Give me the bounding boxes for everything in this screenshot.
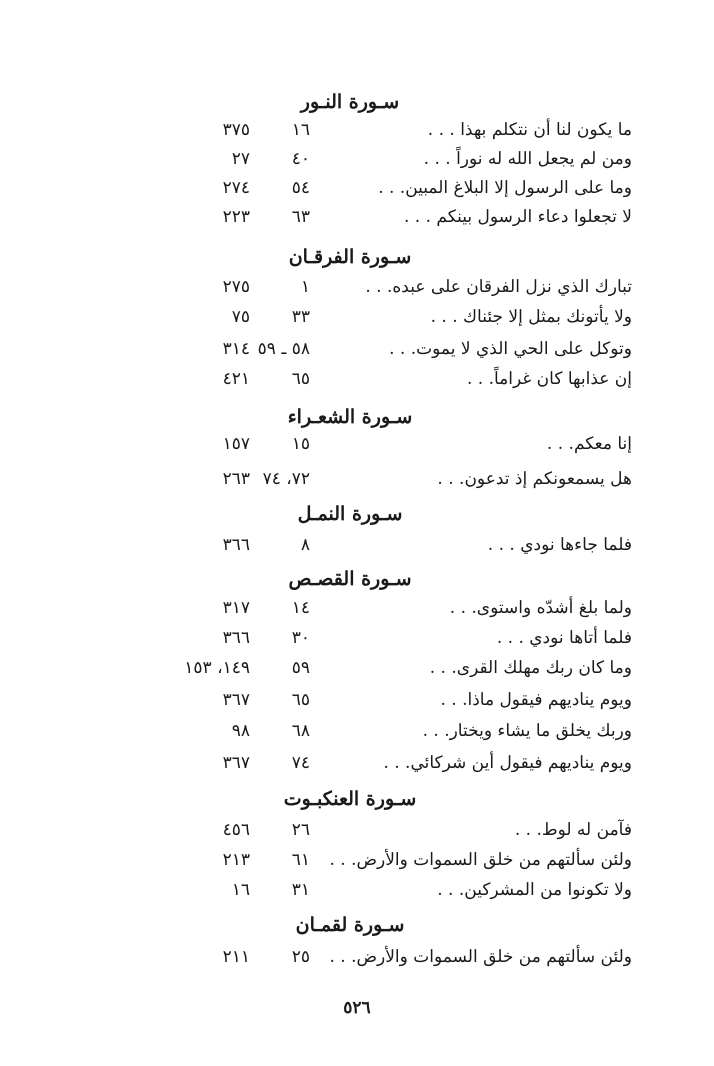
surah-heading: سـورة الفرقـان xyxy=(288,246,412,268)
verse-number: ١٦ xyxy=(291,120,310,140)
verse-excerpt: إن عذابها كان غراماً. . . xyxy=(466,369,632,389)
verse-number: ٣١ xyxy=(291,880,310,900)
surah-heading: سـورة النـور xyxy=(300,91,400,113)
index-row xyxy=(0,203,714,231)
verse-excerpt: وربك يخلق ما يشاء ويختار. . . xyxy=(422,721,632,741)
index-row xyxy=(0,116,714,144)
page-reference: ١٥٧ xyxy=(222,434,250,454)
index-row xyxy=(0,273,714,301)
verse-number: ٥٤ xyxy=(291,178,310,198)
verse-excerpt: لا تجعلوا دعاء الرسول بينكم . . . xyxy=(403,207,632,227)
index-row xyxy=(0,335,714,363)
index-row xyxy=(0,624,714,652)
verse-number: ٥٨ ـ ٥٩ xyxy=(257,339,310,359)
index-row xyxy=(0,943,714,971)
verse-number: ٧٢، ٧٤ xyxy=(262,469,310,489)
verse-excerpt: ولما بلغ أشدّه واستوى. . . xyxy=(449,598,632,618)
verse-number: ٦١ xyxy=(291,850,310,870)
page-reference: ٢٧٥ xyxy=(222,277,250,297)
surah-heading: سـورة النمـل xyxy=(297,503,403,525)
page-reference: ٩٨ xyxy=(231,721,250,741)
verse-number: ١ xyxy=(300,277,310,297)
verse-number: ٢٥ xyxy=(291,947,310,967)
page-reference: ١٤٩، ١٥٣ xyxy=(184,658,250,678)
verse-excerpt: تبارك الذي نزل الفرقان على عبده. . . xyxy=(365,277,632,297)
verse-excerpt: إنا معكم. . . xyxy=(546,434,632,454)
index-row xyxy=(0,876,714,904)
index-row xyxy=(0,303,714,331)
surah-heading: سـورة العنكبـوت xyxy=(283,788,417,810)
verse-excerpt: ومن لم يجعل الله له نوراً . . . xyxy=(423,149,632,169)
verse-excerpt: هل يسمعونكم إذ تدعون. . . xyxy=(437,469,632,489)
verse-number: ٣٠ xyxy=(291,628,310,648)
index-row xyxy=(0,686,714,714)
page-reference: ٣٧٥ xyxy=(222,120,250,140)
verse-number: ٣٣ xyxy=(291,307,310,327)
index-row xyxy=(0,654,714,682)
index-row xyxy=(0,174,714,202)
verse-number: ٢٦ xyxy=(291,820,310,840)
page-reference: ٣٦٦ xyxy=(222,535,250,555)
page-reference: ٤٥٦ xyxy=(222,820,250,840)
surah-heading: سـورة القصـص xyxy=(288,568,412,590)
verse-excerpt: فآمن له لوط. . . xyxy=(514,820,632,840)
page-reference: ٢١١ xyxy=(222,947,250,967)
index-row xyxy=(0,846,714,874)
page-reference: ٣٦٧ xyxy=(222,690,250,710)
verse-number: ٦٣ xyxy=(291,207,310,227)
verse-excerpt: ما يكون لنا أن نتكلم بهذا . . . xyxy=(427,120,632,140)
index-row xyxy=(0,816,714,844)
surah-heading: سـورة لقمـان xyxy=(295,914,405,936)
verse-excerpt: ولا تكونوا من المشركين. . . xyxy=(437,880,632,900)
index-row xyxy=(0,531,714,559)
verse-excerpt: وما كان ربك مهلك القرى. . . xyxy=(429,658,632,678)
verse-excerpt: وما على الرسول إلا البلاغ المبين. . . xyxy=(378,178,632,198)
verse-number: ٤٠ xyxy=(291,149,310,169)
verse-excerpt: ويوم يناديهم فيقول ماذا. . . xyxy=(440,690,632,710)
verse-excerpt: وتوكل على الحي الذي لا يموت. . . xyxy=(389,339,632,359)
index-row xyxy=(0,717,714,745)
verse-number: ١٤ xyxy=(291,598,310,618)
verse-number: ٧٤ xyxy=(291,753,310,773)
verse-excerpt: ولئن سألتهم من خلق السموات والأرض. . . xyxy=(329,850,632,870)
page-reference: ٤٢١ xyxy=(222,369,250,389)
index-row xyxy=(0,465,714,493)
page-reference: ٢٧ xyxy=(231,149,250,169)
page-reference: ٢١٣ xyxy=(222,850,250,870)
verse-number: ٥٩ xyxy=(291,658,310,678)
verse-excerpt: ولا يأتونك بمثل إلا جئناك . . . xyxy=(430,307,632,327)
page-number: ٥٢٦ xyxy=(343,998,371,1018)
verse-excerpt: فلما أتاها نودي . . . xyxy=(496,628,632,648)
page-reference: ٣٦٦ xyxy=(222,628,250,648)
index-row xyxy=(0,145,714,173)
page-reference: ٣١٤ xyxy=(222,339,250,359)
page-reference: ٧٥ xyxy=(231,307,250,327)
index-row xyxy=(0,430,714,458)
verse-number: ٦٥ xyxy=(291,690,310,710)
page-reference: ٢٧٤ xyxy=(222,178,250,198)
index-row xyxy=(0,594,714,622)
verse-excerpt: ويوم يناديهم فيقول أين شركائي. . . xyxy=(383,753,632,773)
page-reference: ٣١٧ xyxy=(222,598,250,618)
verse-excerpt: فلما جاءها نودي . . . xyxy=(487,535,632,555)
verse-number: ٦٨ xyxy=(291,721,310,741)
verse-number: ٨ xyxy=(300,535,310,555)
index-row xyxy=(0,365,714,393)
surah-heading: سـورة الشعـراء xyxy=(287,406,413,428)
page-reference: ١٦ xyxy=(231,880,250,900)
page-reference: ٢٦٣ xyxy=(222,469,250,489)
page-reference: ٢٢٣ xyxy=(222,207,250,227)
verse-number: ٦٥ xyxy=(291,369,310,389)
verse-excerpt: ولئن سألتهم من خلق السموات والأرض. . . xyxy=(329,947,632,967)
index-row xyxy=(0,749,714,777)
verse-number: ١٥ xyxy=(291,434,310,454)
page-reference: ٣٦٧ xyxy=(222,753,250,773)
